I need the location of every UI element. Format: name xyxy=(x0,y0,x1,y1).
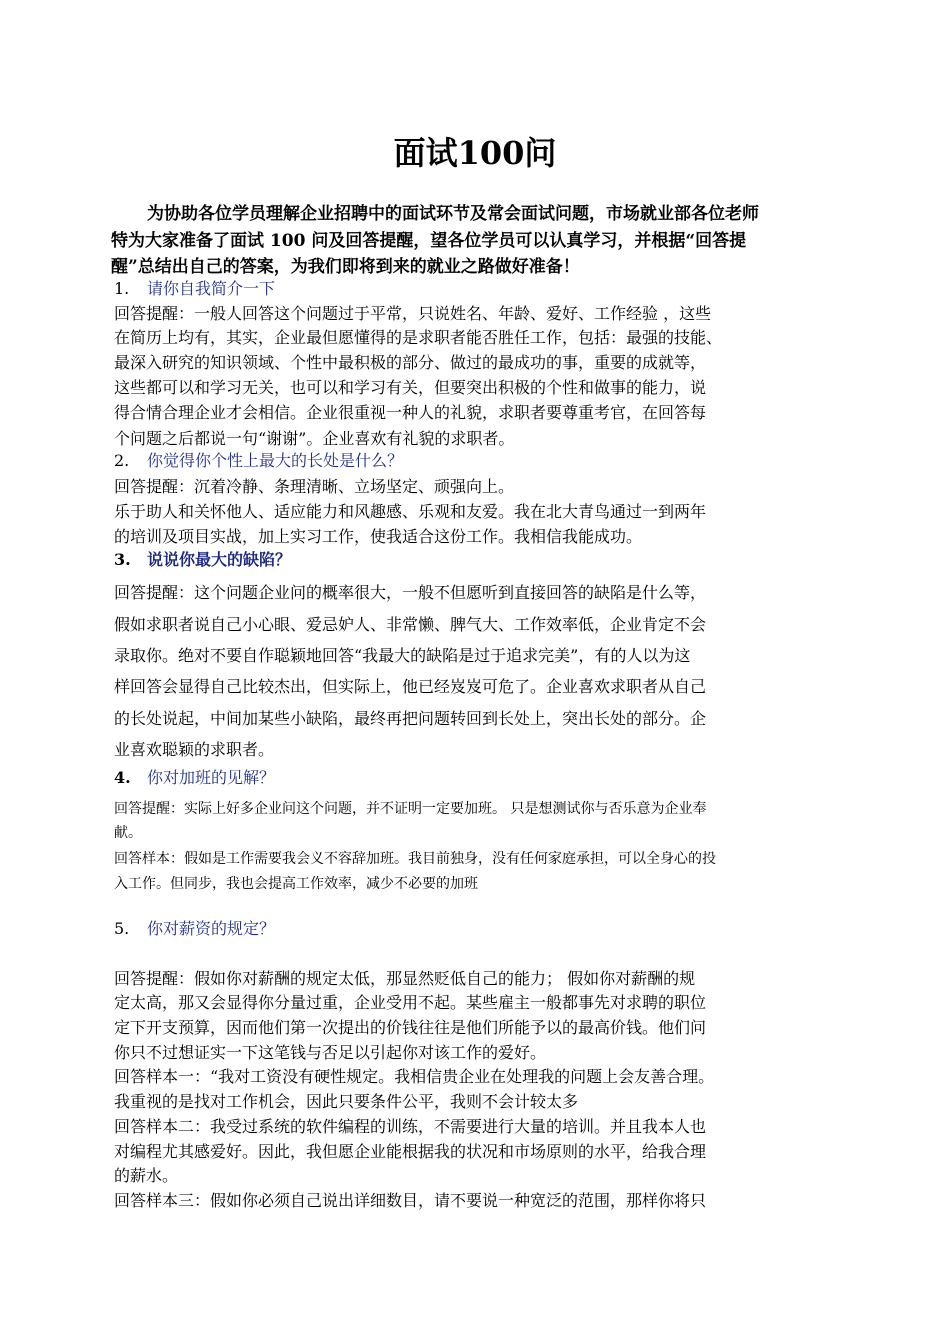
question-heading xyxy=(114,549,291,571)
answer-line: 对编程尤其感爱好。因此，我但愿企业能根据我的状况和市场原则的水平，给我合理 xyxy=(114,1142,707,1161)
answer-line: 录取你。绝对不要自作聪颖地回答“我最大的缺陷是过于追求完美”，有的人以为这 xyxy=(114,646,691,665)
answer-line: 回答样本一：“我对工资没有硬性规定。我相信贵企业在处理我的问题上会友善合理。 xyxy=(114,1067,715,1086)
answer-line: 定太高，那又会显得你分量过重，企业受用不起。某些雇主一般都事先对求聘的职位 xyxy=(114,993,707,1012)
answer-line: 献。 xyxy=(114,825,142,841)
question-text: 你对加班的见解？ xyxy=(147,768,276,787)
question-heading xyxy=(114,278,275,300)
intro-line: 醒”总结出自己的答案，为我们即将到来的就业之路做好准备！ xyxy=(111,257,580,277)
answer-line: 个问题之后都说一句“谢谢”。企业喜欢有礼貌的求职者。 xyxy=(114,429,515,448)
question-heading xyxy=(114,918,275,940)
answer-line: 样回答会显得自己比较杰出，但实际上，他已经岌岌可危了。企业喜欢求职者从自己 xyxy=(114,677,707,696)
answer-line: 的薪水。 xyxy=(114,1166,179,1185)
question-number: 4. xyxy=(114,768,131,787)
intro-paragraph xyxy=(111,201,841,281)
question-number: 1. xyxy=(114,279,130,298)
answer-line: 业喜欢聪颖的求职者。 xyxy=(114,740,275,759)
answer-line: 在简历上均有，其实，企业最但愿懂得的是求职者能否胜任工作，包括：最强的技能、 xyxy=(114,328,723,347)
question-text: 说说你最大的缺陷？ xyxy=(147,550,292,569)
answer-line: 这些都可以和学习无关，也可以和学习有关，但要突出积极的个性和做事的能力，说 xyxy=(114,378,707,397)
question-number: 5. xyxy=(114,919,130,938)
answer-line: 回答样本：假如是工作需要我会义不容辞加班。我目前独身，没有任何家庭承担，可以全身心的投 xyxy=(114,851,716,867)
question-heading xyxy=(114,767,275,789)
answer-line: 定下开支预算，因而他们第一次提出的价钱往往是他们所能予以的最高价钱。他们问 xyxy=(114,1018,707,1037)
answer-line: 入工作。但同步，我也会提高工作效率，减少不必要的加班 xyxy=(114,876,478,892)
answer-line: 回答样本三：假如你必须自己说出详细数目，请不要说一种宽泛的范围，那样你将只 xyxy=(114,1191,707,1210)
question-heading xyxy=(114,450,403,472)
question-number: 2. xyxy=(114,451,130,470)
answer-line: 回答提醒：假如你对薪酬的规定太低，那显然贬低自己的能力； 假如你对薪酬的规 xyxy=(114,969,696,988)
answer-line: 你只不过想证实一下这笔钱与否足以引起你对该工作的爱好。 xyxy=(114,1043,547,1062)
answer-line: 回答提醒：实际上好多企业问这个问题，并不证明一定要加班。 只是想测试你与否乐意为企业奉 xyxy=(114,801,707,817)
question-text: 你对薪资的规定？ xyxy=(147,919,276,938)
answer-line: 的培训及项目实战，加上实习工作，使我适合这份工作。我相信我能成功。 xyxy=(114,527,643,546)
answer-line: 乐于助人和关怀他人、适应能力和风趣感、乐观和友爱。我在北大青鸟通过一到两年 xyxy=(114,502,707,521)
question-number: 3. xyxy=(114,550,131,569)
answer-line: 回答提醒：一般人回答这个问题过于平常，只说姓名、年龄、爱好、工作经验 ，这些 xyxy=(114,304,712,323)
answer-line: 回答提醒：这个问题企业问的概率很大，一般不但愿听到直接回答的缺陷是什么等， xyxy=(114,583,707,602)
answer-line: 回答提醒：沉着冷静、条理清晰、立场坚定、顽强向上。 xyxy=(114,477,515,496)
answer-line: 假如求职者说自己小心眼、爱忌妒人、非常懒、脾气大、工作效率低，企业肯定不会 xyxy=(114,615,707,634)
answer-line: 的长处说起，中间加某些小缺陷，最终再把问题转回到长处上，突出长处的部分。企 xyxy=(114,709,707,728)
question-text: 请你自我简介一下 xyxy=(147,279,276,298)
intro-line: 特为大家准备了面试 100 问及回答提醒，望各位学员可以认真学习，并根据“回答提 xyxy=(111,230,747,251)
answer-line: 得合情合理企业才会相信。企业很重视一种人的礼貌，求职者要尊重考官，在回答每 xyxy=(114,403,707,422)
question-text: 你觉得你个性上最大的长处是什么？ xyxy=(147,451,404,470)
intro-line: 为协助各位学员理解企业招聘中的面试环节及常会面试问题，市场就业部各位老师 xyxy=(147,204,759,224)
answer-line: 我重视的是找对工作机会，因此只要条件公平，我则不会计较太多 xyxy=(114,1092,579,1111)
answer-line: 最深入研究的知识领域、个性中最积极的部分、做过的最成功的事，重要的成就等， xyxy=(114,353,707,372)
document-title: 面试100问 xyxy=(393,134,557,172)
answer-line: 回答样本二：我受过系统的软件编程的训练，不需要进行大量的培训。并且我本人也 xyxy=(114,1117,707,1136)
